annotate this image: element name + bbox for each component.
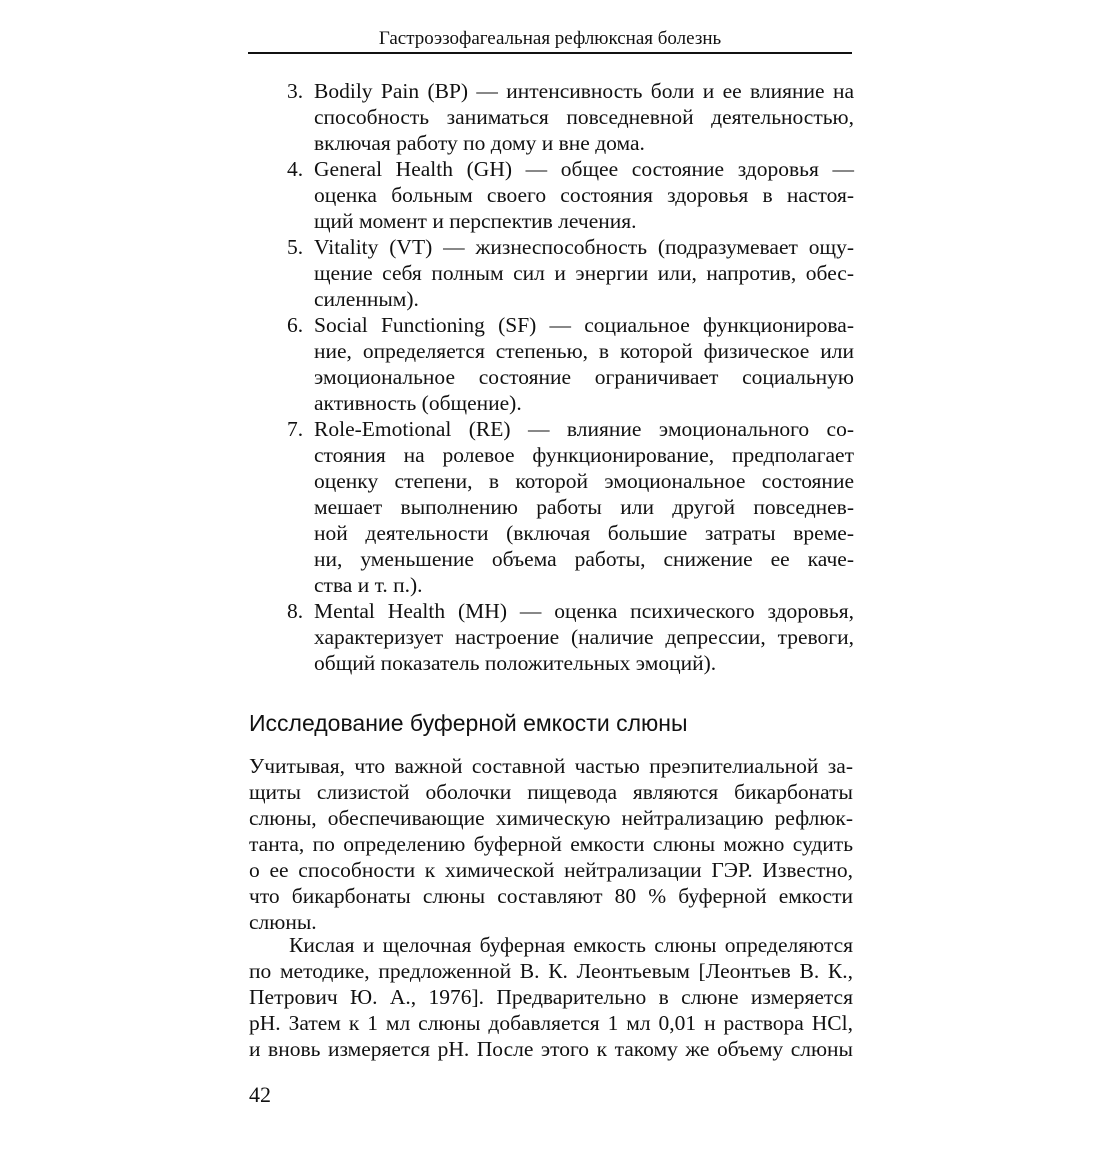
paragraph-line: Кислая и щелочная буферная емкость слюны определяются — [289, 933, 853, 957]
list-item-line: Role-Emotional (RE) — влияние эмоционального со- — [314, 417, 854, 441]
list-item — [287, 312, 854, 416]
paragraph-line: танта, по определению буферной емкости слюны можно судить — [249, 832, 853, 856]
page-number: 42 — [249, 1082, 271, 1107]
list-item-line: щий момент и перспектив лечения. — [314, 209, 637, 233]
list-item — [287, 598, 854, 676]
list-item-line: общий показатель положительных эмоций). — [314, 651, 717, 675]
list-item-line: Mental Health (MH) — оценка психического здоровья, — [314, 599, 854, 623]
list-item-number: 6. — [287, 313, 304, 337]
list-item-number: 5. — [287, 235, 304, 259]
running-head: Гастроэзофагеальная рефлюксная болезнь — [248, 24, 852, 54]
paragraph-line: Петрович Ю. А., 1976]. Предварительно в слюне измеряется — [249, 985, 853, 1009]
list-item-line: включая работу по дому и вне дома. — [314, 131, 645, 155]
list-item-number: 4. — [287, 157, 304, 181]
list-item-line: мешает выполнению работы или другой повседнев- — [314, 495, 854, 519]
list-item-line: ной деятельности (включая большие затраты време- — [314, 521, 854, 545]
list-item-line: оценка больным своего состояния здоровья в настоя- — [314, 183, 854, 207]
list-item — [287, 156, 854, 234]
list-item-line: щение себя полным сил и энергии или, напротив, обес- — [314, 261, 854, 285]
list-item-number: 8. — [287, 599, 304, 623]
list-item-line: эмоциональное состояние ограничивает социальную — [314, 365, 854, 389]
paragraph-line: что бикарбонаты слюны составляют 80 % буферной емкости — [249, 884, 853, 908]
list-item-line: ства и т. п.). — [314, 573, 423, 597]
paragraph-line: по методике, предложенной В. К. Леонтьевым [Леонтьев В. К., — [249, 959, 853, 983]
paragraph-line: слюны, обеспечивающие химическую нейтрализацию рефлюк- — [249, 806, 853, 830]
paragraph-line: слюны. — [249, 910, 317, 934]
section-heading: Исследование буферной емкости слюны — [249, 710, 688, 736]
paragraph-line: и вновь измеряется pH. После этого к такому же объему слюны — [249, 1037, 853, 1061]
list-item-line: стояния на ролевое функционирование, предполагает — [314, 443, 854, 467]
paragraph-line: pH. Затем к 1 мл слюны добавляется 1 мл 0,01 н раствора HCl, — [249, 1011, 853, 1035]
list-item-number: 7. — [287, 417, 304, 441]
list-item — [287, 78, 854, 156]
list-item — [287, 234, 854, 312]
list-item-line: General Health (GH) — общее состояние здоровья — — [314, 157, 854, 181]
paragraph-line: о ее способности к химической нейтрализации ГЭР. Известно, — [249, 858, 853, 882]
list-item-line: активность (общение). — [314, 391, 522, 415]
list-item-line: характеризует настроение (наличие депрессии, тревоги, — [314, 625, 854, 649]
paragraph-1 — [249, 753, 853, 935]
list-item-line: ние, определяется степенью, в которой физическое или — [314, 339, 854, 363]
list-item-line: Social Functioning (SF) — социальное функционирова- — [314, 313, 854, 337]
list-item-line: оценку степени, в которой эмоциональное состояние — [314, 469, 854, 493]
list-item-line: Vitality (VT) — жизнеспособность (подразумевает ощу- — [314, 235, 854, 259]
paragraph-line: Учитывая, что важной составной частью преэпителиальной за- — [249, 754, 853, 778]
paragraph-line: щиты слизистой оболочки пищевода являются бикарбонаты — [249, 780, 853, 804]
list-item — [287, 416, 854, 598]
parameter-list — [287, 78, 854, 676]
list-item-line: ни, уменьшение объема работы, снижение ее каче- — [314, 547, 854, 571]
list-item-line: силенным). — [314, 287, 419, 311]
list-item-line: способность заниматься повседневной деятельностью, — [314, 105, 854, 129]
paragraph-2 — [249, 932, 853, 1062]
list-item-line: Bodily Pain (BP) — интенсивность боли и ее влияние на — [314, 79, 854, 103]
list-item-number: 3. — [287, 79, 304, 103]
